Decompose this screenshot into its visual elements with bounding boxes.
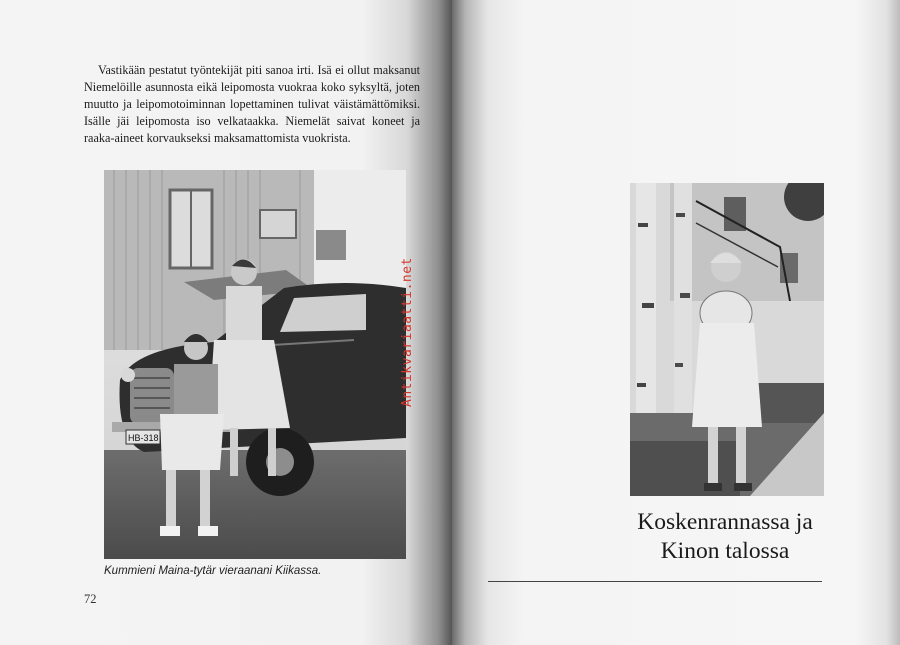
- watermark-text: Antikvariaatti.net: [400, 257, 415, 407]
- photo-girls-with-car-image: [104, 170, 406, 559]
- license-plate-text: HB-318: [128, 433, 159, 443]
- page-number: 72: [84, 592, 97, 606]
- photo-girl-with-bag-image: [630, 183, 824, 496]
- chapter-title: [600, 508, 850, 566]
- photo-caption: Kummieni Maina-tytär vieraanani Kiikassa.: [104, 565, 322, 577]
- body-paragraph: Vastikään pestatut työntekijät piti sanoa irti. Isä ei ollut maksanut Niemelöille asunnosta eikä leipomosta vuokraa koko syksyltä, joten muutto ja leipomotoiminnan lopettaminen tulivat väistämättömiksi. Isälle jäi leipomosta iso velkataakka. Niemelät saivat koneet ja raaka-aineet korvaukseksi maksamattomista vuokrista.: [84, 63, 420, 145]
- chapter-divider: [488, 581, 822, 582]
- chapter-title-line-2: Kinon talossa: [660, 538, 790, 564]
- body-text: [84, 62, 420, 147]
- photo-girl-with-bag: [630, 183, 824, 496]
- chapter-title-line-1: Koskenrannassa ja: [637, 509, 813, 535]
- photo-girls-with-car: [104, 170, 406, 559]
